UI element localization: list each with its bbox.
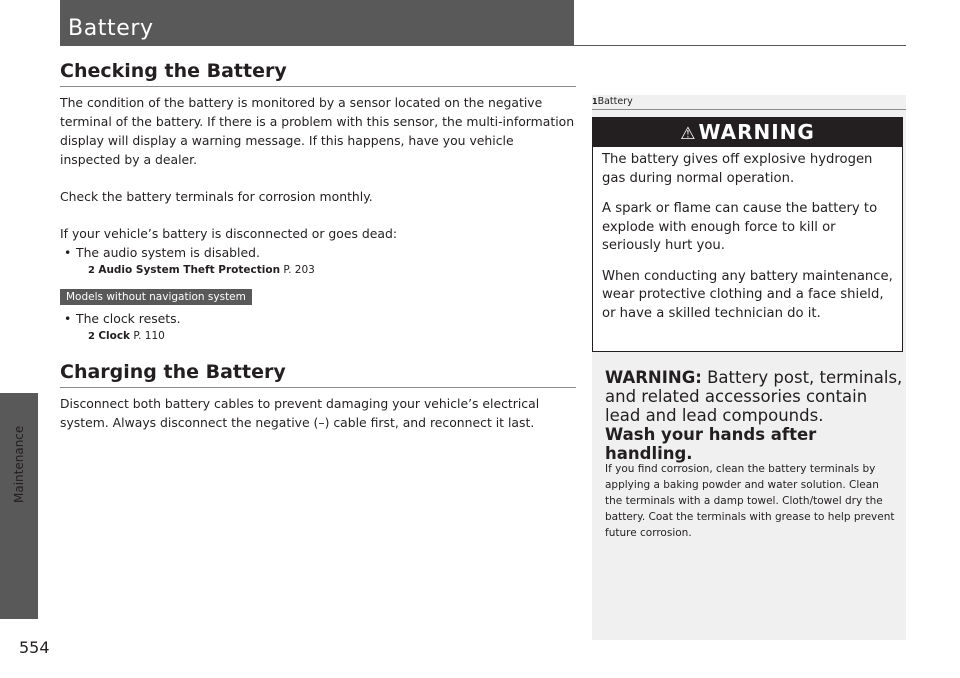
checking-paragraph-2: Check the battery terminals for corrosion monthly. xyxy=(60,189,373,204)
prop65-label: WARNING: xyxy=(605,368,702,387)
bullet-clock-text: The clock resets. xyxy=(76,311,181,326)
warning-text-2: A spark or flame can cause the battery to explode with enough force to kill or seriously hurt you. xyxy=(602,201,878,253)
bullet-audio xyxy=(60,243,576,262)
bullet-clock xyxy=(60,309,576,328)
warning-triangle-icon: ⚠ xyxy=(680,124,697,144)
xref-arrow-icon: 2 xyxy=(88,265,95,276)
xref-audio-theft[interactable] xyxy=(60,262,576,279)
xref-audio-title: Audio System Theft Protection xyxy=(98,264,281,276)
xref-audio-page: P. 203 xyxy=(283,264,315,276)
corrosion-tip: If you find corrosion, clean the battery terminals by applying a baking powder and water solution. Clean the terminals with a damp towel. Cloth/towel dry the battery. Coat the terminals with grease to help prevent future corrosion. xyxy=(605,463,895,539)
prop65-wash: Wash your hands after handling. xyxy=(605,425,817,463)
warning-heading: WARNING xyxy=(698,120,815,144)
bullet-glyph: • xyxy=(64,245,72,260)
main-column xyxy=(60,60,576,432)
section-title-charging: Charging the Battery xyxy=(60,361,576,388)
note-arrow-icon: 1 xyxy=(592,97,598,106)
model-badge: Models without navigation system xyxy=(60,289,252,305)
prop65-warning xyxy=(605,368,905,463)
warning-body xyxy=(593,147,902,323)
section-title-checking: Checking the Battery xyxy=(60,60,576,87)
warning-text-1: The battery gives off explosive hydrogen gas during normal operation. xyxy=(602,152,873,186)
warning-box xyxy=(592,117,903,352)
side-tab-label: Maintenance xyxy=(12,426,26,504)
bullet-glyph: • xyxy=(64,311,72,326)
note-label-text: Battery xyxy=(597,96,633,107)
checking-paragraph-3: If your vehicle’s battery is disconnected or goes dead: xyxy=(60,226,397,241)
prop65-text: Battery post, terminals, and related accessories contain lead and lead compounds. xyxy=(605,368,903,425)
bullet-audio-text: The audio system is disabled. xyxy=(76,245,260,260)
header-rule xyxy=(574,45,906,46)
charging-paragraph: Disconnect both battery cables to prevent damaging your vehicle’s electrical system. Always disconnect the negative (–) cable first, and reconnect it last. xyxy=(60,396,540,430)
xref-clock-title: Clock xyxy=(98,330,131,342)
note-label xyxy=(592,95,633,109)
warning-text-3: When conducting any battery maintenance, wear protective clothing and a face shield, or have a skilled technician do it. xyxy=(602,268,893,321)
note-rule xyxy=(592,109,906,110)
xref-arrow-icon: 2 xyxy=(88,331,95,342)
page-title: Battery xyxy=(68,16,154,41)
warning-header xyxy=(593,118,902,147)
xref-clock-page: P. 110 xyxy=(133,330,165,342)
xref-clock[interactable] xyxy=(60,328,576,345)
page-number: 554 xyxy=(19,638,50,657)
checking-paragraph-1: The condition of the battery is monitored by a sensor located on the negative terminal of the battery. If there is a problem with this sensor, the multi-information display will display a warning message. If this happens, have you vehicle inspected by a dealer. xyxy=(60,95,575,167)
